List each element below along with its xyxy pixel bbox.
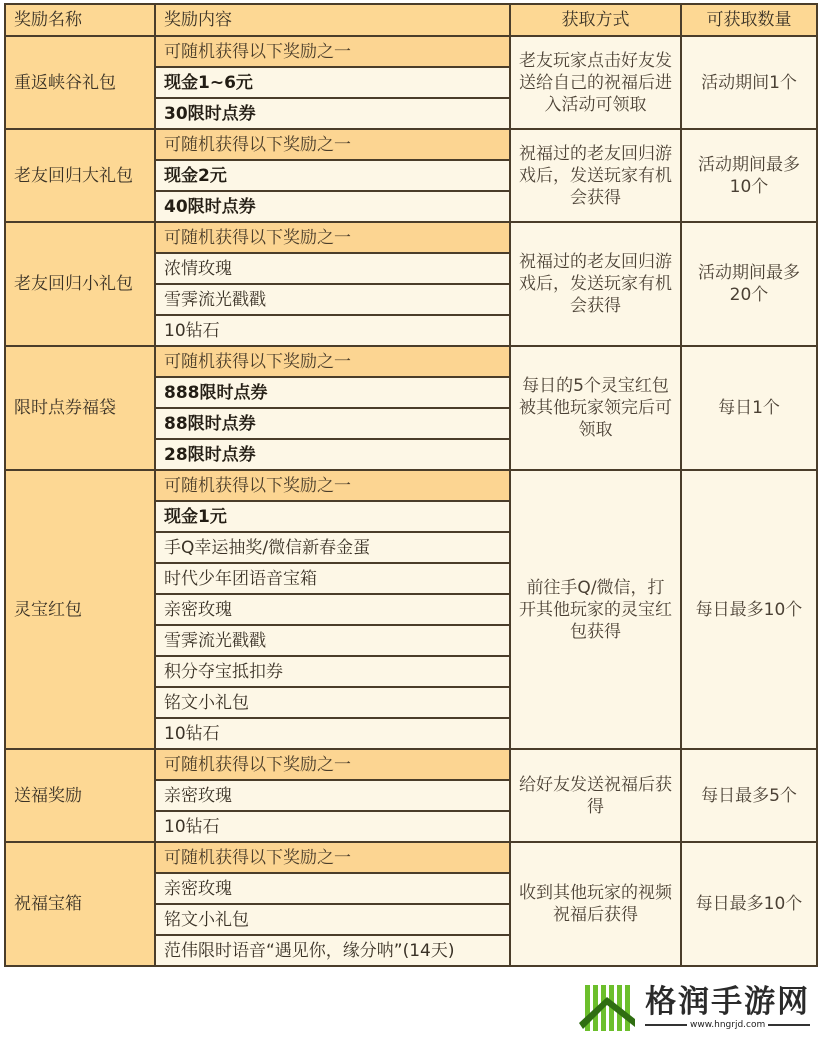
reward-name-cell: 老友回归小礼包 [5,222,155,346]
table-row [5,842,817,873]
quantity-cell: 每日最多10个 [681,470,817,749]
reward-name-cell: 送福奖励 [5,749,155,842]
quantity-cell: 每日最多5个 [681,749,817,842]
reward-item-cell: 现金1元 [155,501,510,532]
divider [645,1024,687,1026]
reward-item-cell: 10钻石 [155,811,510,842]
reward-item-cell: 雪霁流光戳戳 [155,625,510,656]
reward-item-cell: 88限时点券 [155,408,510,439]
quantity-cell: 每日1个 [681,346,817,470]
table-row [5,470,817,501]
reward-item-cell: 10钻石 [155,315,510,346]
reward-item-cell: 28限时点券 [155,439,510,470]
quantity-cell: 活动期间1个 [681,36,817,129]
reward-item-cell: 手Q幸运抽奖/微信新春金蛋 [155,532,510,563]
watermark [571,976,820,1037]
reward-item-cell: 铭文小礼包 [155,687,510,718]
header-acquire-method: 获取方式 [510,4,681,36]
reward-item-cell: 亲密玫瑰 [155,873,510,904]
table-row [5,129,817,160]
reward-subheader-cell: 可随机获得以下奖励之一 [155,749,510,780]
reward-subheader-cell: 可随机获得以下奖励之一 [155,129,510,160]
acquire-method-cell: 祝福过的老友回归游戏后，发送玩家有机会获得 [510,129,681,222]
header-quantity: 可获取数量 [681,4,817,36]
reward-item-cell: 浓情玫瑰 [155,253,510,284]
divider [768,1024,810,1026]
reward-item-cell: 现金2元 [155,160,510,191]
reward-subheader-cell: 可随机获得以下奖励之一 [155,36,510,67]
reward-subheader-cell: 可随机获得以下奖励之一 [155,470,510,501]
reward-name-cell: 灵宝红包 [5,470,155,749]
acquire-method-cell: 祝福过的老友回归游戏后，发送玩家有机会获得 [510,222,681,346]
reward-item-cell: 时代少年团语音宝箱 [155,563,510,594]
header-reward-content: 奖励内容 [155,4,510,36]
acquire-method-cell: 前往手Q/微信，打开其他玩家的灵宝红包获得 [510,470,681,749]
table-row [5,346,817,377]
reward-name-cell: 重返峡谷礼包 [5,36,155,129]
quantity-cell: 活动期间最多10个 [681,129,817,222]
acquire-method-cell: 老友玩家点击好友发送给自己的祝福后进入活动可领取 [510,36,681,129]
table-row [5,36,817,67]
reward-item-cell: 范伟限时语音“遇见你，缘分呐”(14天) [155,935,510,966]
green-house-logo-icon [577,979,637,1035]
reward-item-cell: 现金1~6元 [155,67,510,98]
quantity-cell: 活动期间最多20个 [681,222,817,346]
reward-item-cell: 40限时点券 [155,191,510,222]
reward-item-cell: 888限时点券 [155,377,510,408]
table-row [5,222,817,253]
quantity-cell: 每日最多10个 [681,842,817,966]
header-reward-name: 奖励名称 [5,4,155,36]
reward-item-cell: 积分夺宝抵扣券 [155,656,510,687]
watermark-title: 格润手游网 [645,983,811,1020]
reward-item-cell: 亲密玫瑰 [155,594,510,625]
reward-subheader-cell: 可随机获得以下奖励之一 [155,346,510,377]
acquire-method-cell: 每日的5个灵宝红包被其他玩家领完后可领取 [510,346,681,470]
reward-name-cell: 老友回归大礼包 [5,129,155,222]
reward-name-cell: 祝福宝箱 [5,842,155,966]
rewards-table [4,3,818,967]
reward-subheader-cell: 可随机获得以下奖励之一 [155,222,510,253]
reward-subheader-cell: 可随机获得以下奖励之一 [155,842,510,873]
rewards-table-body [5,36,817,966]
reward-name-cell: 限时点券福袋 [5,346,155,470]
acquire-method-cell: 收到其他玩家的视频祝福后获得 [510,842,681,966]
table-row [5,749,817,780]
reward-item-cell: 雪霁流光戳戳 [155,284,510,315]
reward-item-cell: 30限时点券 [155,98,510,129]
reward-item-cell: 10钻石 [155,718,510,749]
reward-item-cell: 亲密玫瑰 [155,780,510,811]
header-row [5,4,817,36]
acquire-method-cell: 给好友发送祝福后获得 [510,749,681,842]
watermark-url: www.hngrjd.com [690,1019,766,1030]
reward-item-cell: 铭文小礼包 [155,904,510,935]
